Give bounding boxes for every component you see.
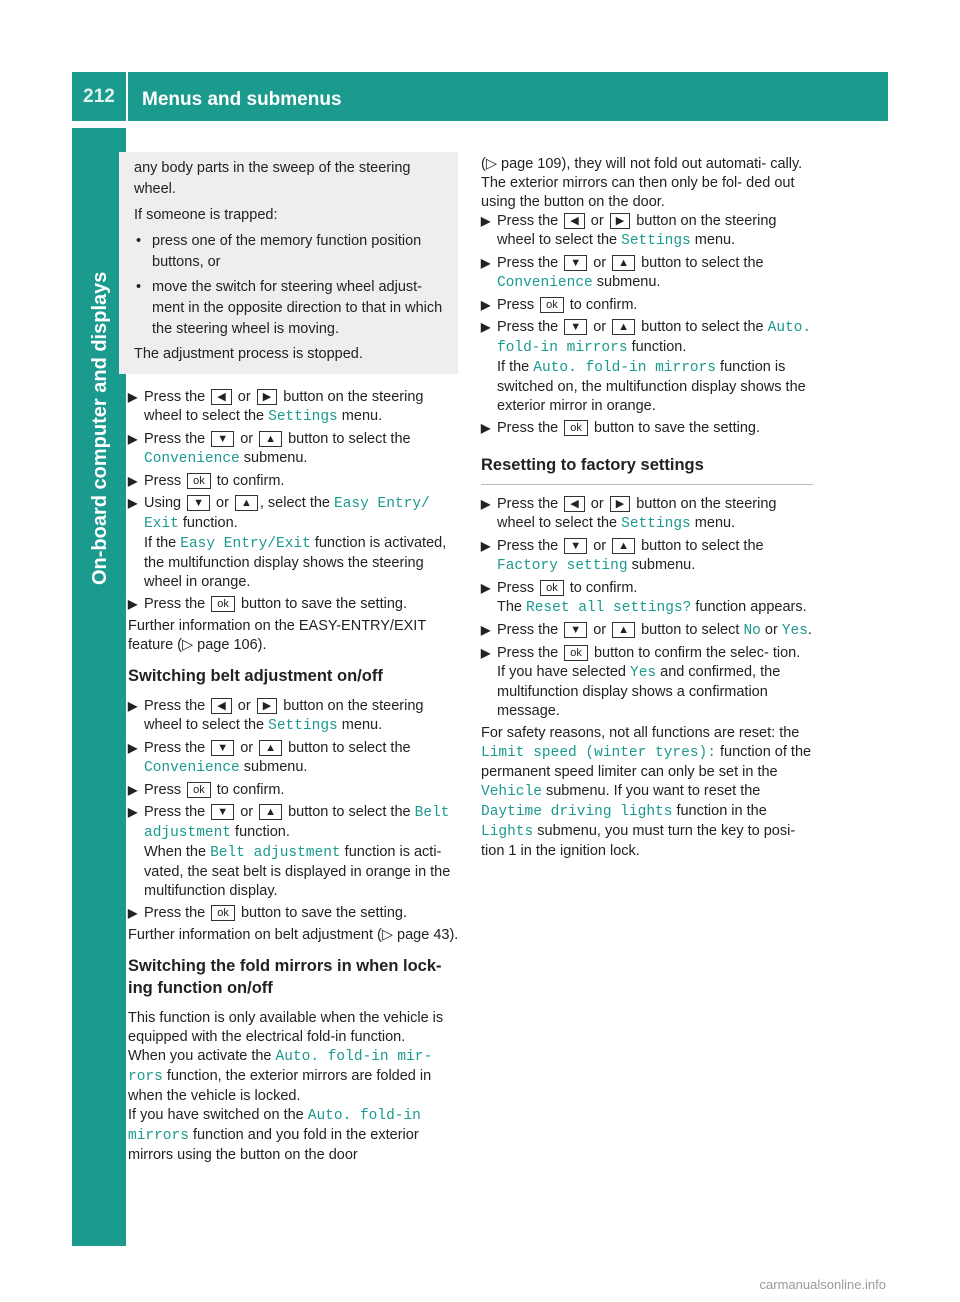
step-arrow-icon: ▶ <box>128 783 138 797</box>
step: ▶ Press the ▼ or ▲ button to select the Convenience submenu. <box>481 255 764 291</box>
step-arrow-icon: ▶ <box>128 496 138 510</box>
section-heading: Switching belt adjustment on/off <box>128 667 383 685</box>
down-key-icon: ▼ <box>564 255 587 271</box>
menu-name: Convenience <box>144 451 240 467</box>
menu-name: Settings <box>268 718 338 734</box>
down-key-icon: ▼ <box>211 431 234 447</box>
step-arrow-icon: ▶ <box>481 581 491 595</box>
down-key-icon: ▼ <box>211 740 234 756</box>
step: ▶ Press the ▼ or ▲ button to select the Auto. fold-in mirrors function. If the Auto. fold-in mirrors function is switched on, the multifunction display shows the exterior mirror in orange. <box>481 319 812 414</box>
step-arrow-icon: ▶ <box>481 214 491 228</box>
menu-name: Factory setting <box>497 558 628 574</box>
down-key-icon: ▼ <box>564 319 587 335</box>
function-name: Auto. fold-in mirrors <box>128 1108 421 1144</box>
step: ▶ Press ok to confirm. The Reset all settings? function appears. <box>481 580 807 616</box>
option-yes: Yes <box>630 665 657 681</box>
function-name: Belt adjustment <box>210 845 341 861</box>
step: ▶ Press the ◀ or ▶ button on the steering wheel to select the Settings menu. <box>128 698 424 734</box>
function-name: Auto. fold-in mirrors <box>533 360 717 376</box>
function-name: Daytime driving lights <box>481 804 673 820</box>
step: ▶ Press ok to confirm. <box>128 782 285 798</box>
warning-line: If someone is trapped: <box>134 207 278 223</box>
ok-key-icon: ok <box>211 596 235 612</box>
step: ▶ Press the ok button to confirm the selec- tion. If you have selected Yes and confirmed, the multifunction display shows a confirmation message. <box>481 645 801 719</box>
ok-key-icon: ok <box>540 580 564 596</box>
warning-line: The adjustment process is stopped. <box>134 346 363 362</box>
step: ▶ Press the ◀ or ▶ button on the steering wheel to select the Settings menu. <box>128 389 424 425</box>
step-arrow-icon: ▶ <box>128 699 138 713</box>
left-key-icon: ◀ <box>211 389 231 405</box>
menu-name: Settings <box>621 516 691 532</box>
menu-name: Vehicle <box>481 784 542 800</box>
step-arrow-icon: ▶ <box>128 805 138 819</box>
down-key-icon: ▼ <box>211 804 234 820</box>
step-arrow-icon: ▶ <box>481 256 491 270</box>
step: ▶ Press the ok button to save the setting. <box>128 596 407 612</box>
menu-name: Convenience <box>144 760 240 776</box>
step-arrow-icon: ▶ <box>481 646 491 660</box>
step: ▶ Press the ▼ or ▲ button to select the Convenience submenu. <box>128 431 411 467</box>
function-name: Limit speed (winter tyres): <box>481 745 716 761</box>
up-key-icon: ▲ <box>259 804 282 820</box>
step-arrow-icon: ▶ <box>481 320 491 334</box>
step-arrow-icon: ▶ <box>128 741 138 755</box>
left-key-icon: ◀ <box>211 698 231 714</box>
step: ▶ Press the ▼ or ▲ button to select the Belt adjustment function. When the Belt adjustment function is acti- vated, the seat belt is displayed in orange in the multifunction display. <box>128 804 451 899</box>
step-arrow-icon: ▶ <box>481 623 491 637</box>
step-arrow-icon: ▶ <box>481 298 491 312</box>
paragraph: If you have switched on the Auto. fold-in mirrors function and you fold in the exterior mirrors using the button on the door <box>128 1107 421 1163</box>
paragraph: When you activate the Auto. fold-in mir‐ rors function, the exterior mirrors are folded in when the vehicle is locked. <box>128 1048 433 1104</box>
down-key-icon: ▼ <box>564 538 587 554</box>
step: ▶ Press the ◀ or ▶ button on the steering wheel to select the Settings menu. <box>481 213 777 249</box>
down-key-icon: ▼ <box>564 622 587 638</box>
paragraph: (▷ page 109), they will not fold out automati- cally. The exterior mirrors can then only be fol- ded out using the button on the door. <box>481 156 803 210</box>
step-arrow-icon: ▶ <box>481 539 491 553</box>
step-arrow-icon: ▶ <box>128 432 138 446</box>
right-key-icon: ▶ <box>610 213 630 229</box>
left-column <box>128 388 460 1165</box>
warning-content <box>134 158 452 370</box>
option-no: No <box>743 623 761 639</box>
up-key-icon: ▲ <box>612 319 635 335</box>
header-divider <box>126 72 128 121</box>
right-key-icon: ▶ <box>610 496 630 512</box>
function-name: Auto. fold-in mirrors <box>497 320 812 356</box>
right-key-icon: ▶ <box>257 698 277 714</box>
function-name: Reset all settings? <box>526 600 692 616</box>
paragraph: Further information on the EASY-ENTRY/EXIT feature (▷ page 106). <box>128 618 426 653</box>
paragraph: This function is only available when the vehicle is equipped with the electrical fold-in function. <box>128 1010 444 1045</box>
step: ▶ Using ▼ or ▲ , select the Easy Entry/ Exit function. If the Easy Entry/Exit function is activated, the multifunction display shows the steering wheel in orange. <box>128 495 447 590</box>
step-arrow-icon: ▶ <box>481 497 491 511</box>
step-arrow-icon: ▶ <box>128 906 138 920</box>
step-arrow-icon: ▶ <box>128 474 138 488</box>
step: ▶ Press the ▼ or ▲ button to select the Factory setting submenu. <box>481 538 764 574</box>
up-key-icon: ▲ <box>612 538 635 554</box>
paragraph: Further information on belt adjustment (▷ page 43). <box>128 927 459 943</box>
function-name: Auto. fold-in mir‐ rors <box>128 1049 433 1085</box>
step: ▶ Press the ◀ or ▶ button on the steering wheel to select the Settings menu. <box>481 496 777 532</box>
step-arrow-icon: ▶ <box>128 390 138 404</box>
menu-name: Convenience <box>497 275 593 291</box>
ok-key-icon: ok <box>564 420 588 436</box>
warning-line: any body parts in the sweep of the steering wheel. <box>134 160 411 197</box>
ok-key-icon: ok <box>564 645 588 661</box>
right-column <box>481 155 813 861</box>
function-name: Belt adjustment <box>144 805 450 841</box>
step-arrow-icon: ▶ <box>481 421 491 435</box>
up-key-icon: ▲ <box>259 431 282 447</box>
step: ▶ Press ok to confirm. <box>481 297 638 313</box>
list-item: • press one of the memory function position buttons, or <box>134 231 452 273</box>
step: ▶ Press the ok button to save the setting. <box>128 905 407 921</box>
paragraph: For safety reasons, not all functions are reset: the Limit speed (winter tyres): function of the permanent speed limiter can only be set in the Vehicle submenu. If you want to reset the Daytime driving lights function in the Lights submenu, you must turn the key to posi- tion 1 in the ignition lock. <box>481 725 812 859</box>
up-key-icon: ▲ <box>612 622 635 638</box>
warning-list <box>134 231 452 340</box>
menu-name: Settings <box>621 233 691 249</box>
ok-key-icon: ok <box>211 905 235 921</box>
section-heading: Resetting to factory settings <box>481 454 813 485</box>
left-key-icon: ◀ <box>564 213 584 229</box>
menu-name: Lights <box>481 824 534 840</box>
left-key-icon: ◀ <box>564 496 584 512</box>
option-yes: Yes <box>781 623 808 639</box>
ok-key-icon: ok <box>187 782 211 798</box>
down-key-icon: ▼ <box>187 495 210 511</box>
step: ▶ Press the ok button to save the setting. <box>481 420 760 436</box>
page-title: Menus and submenus <box>142 89 342 110</box>
list-item: • move the switch for steering wheel adjust- ment in the opposite direction to that in which the steering wheel is moving. <box>134 277 452 340</box>
up-key-icon: ▲ <box>612 255 635 271</box>
step-arrow-icon: ▶ <box>128 597 138 611</box>
up-key-icon: ▲ <box>259 740 282 756</box>
side-label: On-board computer and displays <box>89 271 111 585</box>
step: ▶ Press ok to confirm. <box>128 473 285 489</box>
up-key-icon: ▲ <box>235 495 258 511</box>
function-name: Easy Entry/ Exit <box>144 496 430 532</box>
page-number: 212 <box>83 86 115 107</box>
right-key-icon: ▶ <box>257 389 277 405</box>
watermark: carmanualsonline.info <box>759 1277 886 1292</box>
step: ▶ Press the ▼ or ▲ button to select the Convenience submenu. <box>128 740 411 776</box>
menu-name: Settings <box>268 409 338 425</box>
section-heading: Switching the fold mirrors in when lock- ing function on/off <box>128 957 442 997</box>
step: ▶ Press the ▼ or ▲ button to select No or Yes. <box>481 622 812 639</box>
ok-key-icon: ok <box>540 297 564 313</box>
function-name: Easy Entry/Exit <box>180 536 311 552</box>
ok-key-icon: ok <box>187 473 211 489</box>
